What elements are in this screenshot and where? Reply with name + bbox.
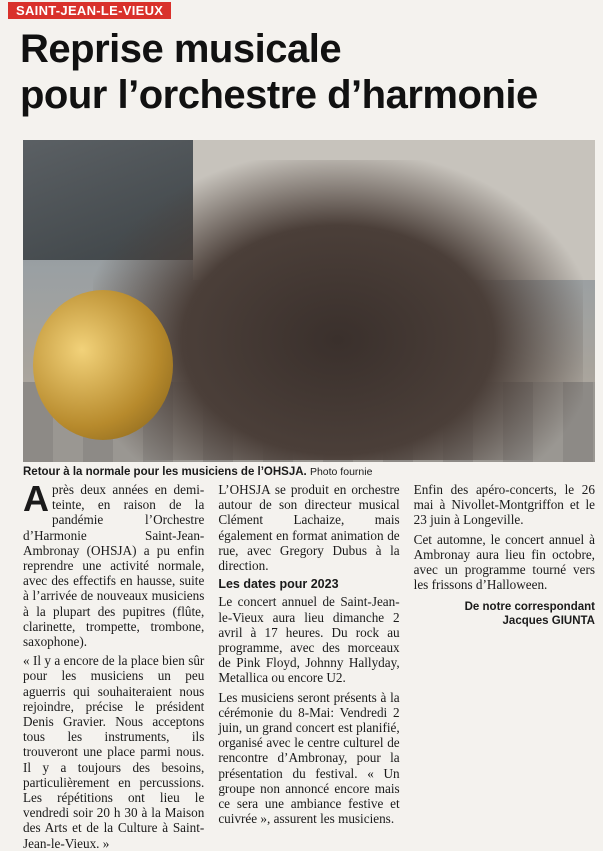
article-body — [23, 478, 595, 851]
caption-text: Retour à la normale pour les musiciens de l’OHSJA. — [23, 466, 307, 478]
section-kicker: SAINT-JEAN-LE-VIEUX — [8, 2, 171, 19]
article-column-1 — [23, 478, 205, 851]
byline-author: Jacques GIUNTA — [502, 615, 595, 628]
headline-line-1: Reprise musicale — [20, 27, 342, 71]
paragraph-4: Le concert annuel de Saint-Jean-le-Vieux aura lieu dimanche 2 avril à 17 heures. Du rock au programme, avec des morceaux de Pink Floyd, Johnny Hallyday, Metallica ou encore U2. — [218, 594, 400, 686]
article-column-3 — [414, 482, 595, 794]
paragraph-3: L’OHSJA se produit en orchestre autour de son directeur musical Clément Lachaize, mais également en format animation de rue, avec Gregory Dubus à la direction. — [218, 482, 400, 574]
photo-credit: Photo fournie — [309, 466, 373, 478]
paragraph-1 — [23, 478, 205, 650]
article-column-2 — [218, 482, 400, 827]
byline-role: De notre correspondant — [464, 601, 595, 614]
paragraph-1-text: près deux années en demi-teinte, en raison de la pandémie l’Orchestre d’Harmonie Saint-Jean-Ambronay (OHSJA) a pu enfin reprendre une activité normale, avec des effectifs en hausse, suite à l’arrivée de nouveaux musiciens à la plupart des pupitres (flûte, clarinette, trompette, trombone, saxophone). — [23, 482, 205, 650]
drop-cap: A — [23, 478, 49, 519]
paragraph-2: « Il y a encore de la place bien sûr pour les musiciens un peu aguerris qui souhaiteraient nous rejoindre, précise le président Denis Gravier. Nous acceptons tous les instruments, ils trouveront une place parmi nous. Il y a toujours des besoins, particulièrement en percussions. Les répétitions ont lieu le vendredi soir 20 h 30 à la Maison des Arts et de la Culture à Saint-Jean-le-Vieux. » — [23, 653, 205, 851]
orchestra-photo — [23, 140, 595, 462]
photo-musicians-group — [93, 160, 583, 460]
paragraph-5: Les musiciens seront présents à la cérémonie du 8-Mai: Vendredi 2 juin, un grand concert est planifié, organisé avec le centre culturel de rencontre d’Ambronay, pour la présentation du festival. « Un groupe non annoncé encore mais ce sera une ambiance festive et cuivrée », assurent les musiciens. — [218, 689, 400, 827]
photo-caption — [23, 466, 595, 478]
paragraph-7: Cet automne, le concert annuel à Ambronay aura lieu fin octobre, avec un programme tourné vers les frissons d’Halloween. — [413, 531, 595, 593]
subheading: Les dates pour 2023 — [218, 577, 339, 592]
paragraph-6: Enfin des apéro-concerts, le 26 mai à Nivollet-Montgriffon et le 23 juin à Longeville. — [413, 482, 595, 528]
headline — [20, 26, 600, 118]
photo-tuba — [33, 290, 173, 440]
headline-line-2: pour l’orchestre d’harmonie — [20, 73, 538, 117]
byline — [414, 600, 595, 628]
